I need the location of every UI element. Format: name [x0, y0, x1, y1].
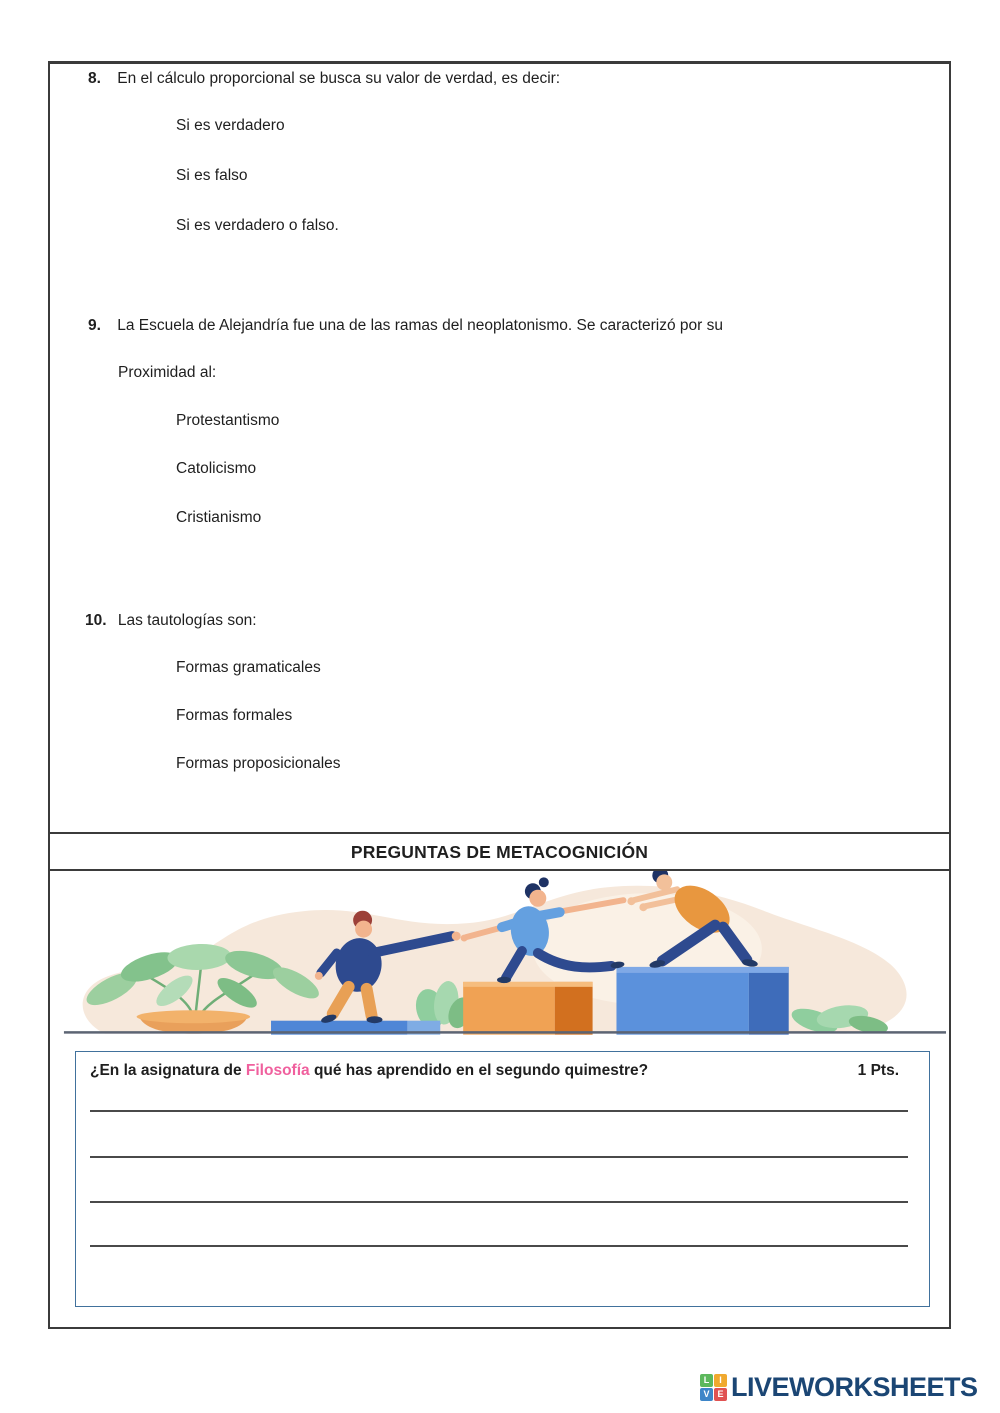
question-9 [88, 316, 723, 335]
step-block-orange [463, 982, 592, 1035]
option-text[interactable]: Formas proposicionales [176, 755, 341, 772]
question-suffix: qué has aprendido en el segundo quimestre? [309, 1062, 649, 1079]
question-number: 10. [85, 612, 107, 629]
liveworksheets-logo-text: LIVEWORKSHEETS [731, 1371, 978, 1402]
metacognition-answer-box [75, 1051, 930, 1307]
logo-square-e: E [714, 1388, 727, 1401]
questions-section [48, 61, 951, 834]
metacognition-header-box [48, 832, 951, 871]
logo-square-i: I [714, 1374, 727, 1387]
points-label: 1 Pts. [857, 1062, 899, 1079]
option-text[interactable]: Formas formales [176, 707, 293, 724]
liveworksheets-logo-icon [700, 1374, 727, 1401]
option-text[interactable]: Si es verdadero [176, 117, 285, 134]
answer-line[interactable] [90, 1110, 908, 1112]
liveworksheets-logo[interactable] [700, 1371, 978, 1403]
answer-line[interactable] [90, 1201, 908, 1203]
option-text[interactable]: Si es falso [176, 167, 248, 184]
question-10 [85, 611, 257, 630]
question-text: Las tautologías son: [117, 612, 257, 629]
logo-square-v: V [700, 1388, 713, 1401]
answer-line[interactable] [90, 1156, 908, 1158]
option-text[interactable]: Protestantismo [176, 412, 280, 429]
option-text[interactable]: Si es verdadero o falso. [176, 217, 339, 234]
option-text[interactable]: Cristianismo [176, 509, 262, 526]
question-number: 9. [88, 317, 101, 334]
teamwork-illustration [50, 871, 949, 1036]
question-prefix: ¿En la asignatura de [90, 1062, 246, 1079]
answer-line[interactable] [90, 1245, 908, 1247]
section-title: PREGUNTAS DE METACOGNICIÓN [350, 842, 649, 862]
metacognition-question [90, 1062, 648, 1080]
option-text[interactable]: Formas gramaticales [176, 659, 321, 676]
question-text: En el cálculo proporcional se busca su valor de verdad, es decir: [117, 70, 561, 87]
option-text[interactable]: Catolicismo [176, 460, 257, 477]
step-block-large [616, 967, 788, 1035]
ground-line [64, 1031, 946, 1033]
subject-name: Filosofía [245, 1062, 310, 1079]
metacognition-section [48, 869, 951, 1329]
question-8 [88, 69, 560, 88]
question-text: La Escuela de Alejandría fue una de las ramas del neoplatonismo. Se caracterizó por su [117, 317, 723, 334]
logo-square-l: L [700, 1374, 713, 1387]
question-number: 8. [88, 70, 101, 87]
question-text-line2: Proximidad al: [118, 364, 217, 381]
